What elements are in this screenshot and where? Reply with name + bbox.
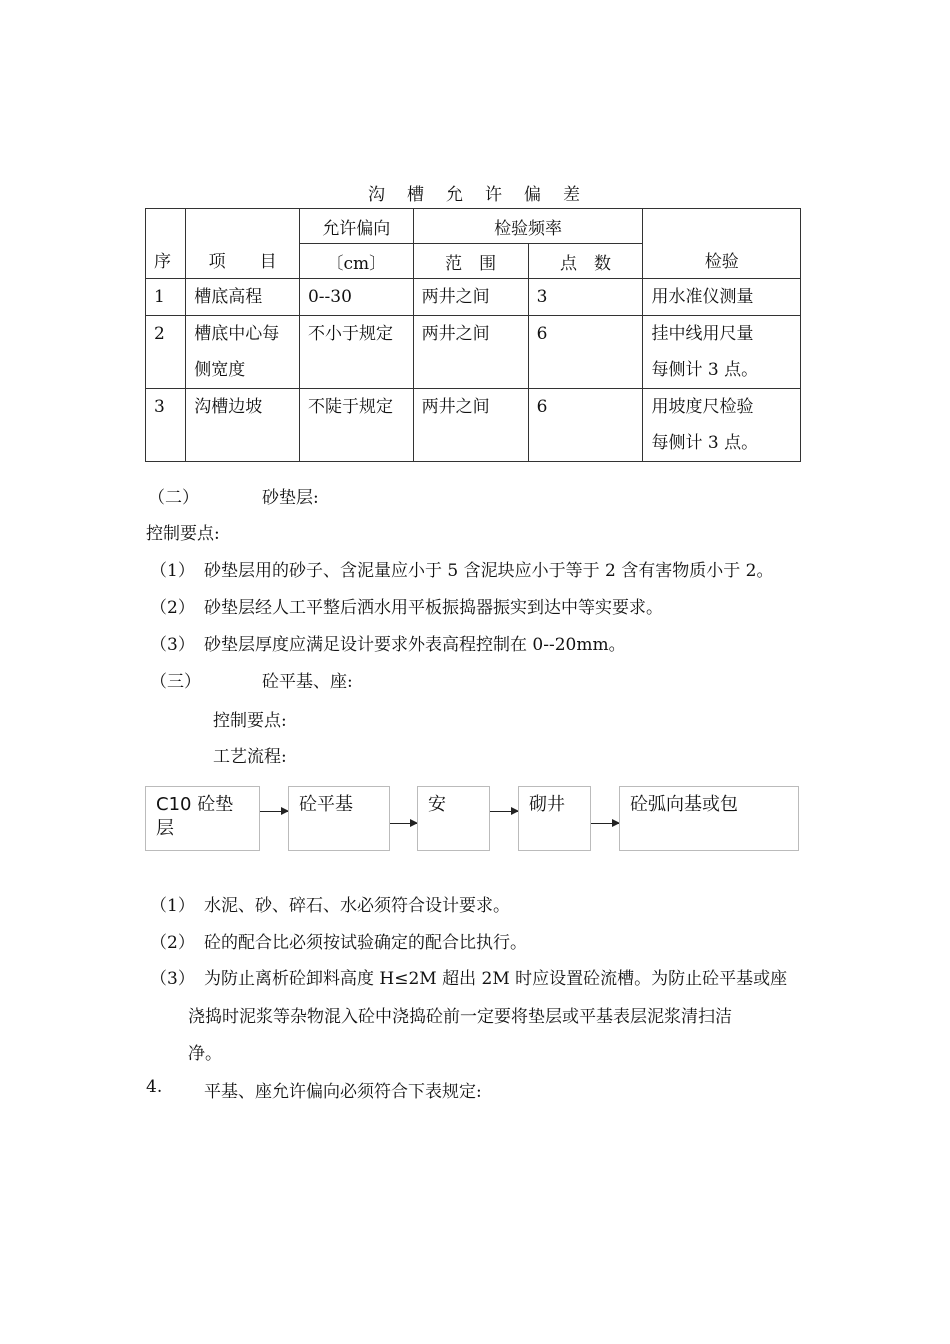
row-range: 两井之间	[421, 324, 490, 344]
section3-item-text: 为防止离析砼卸料高度 H≤2M 超出 2M 时应设置砼流槽。为防止砼平基或座	[204, 969, 788, 989]
section2-control: 控制要点:	[146, 524, 220, 544]
section4-number: 4.	[146, 1077, 163, 1097]
row-item: 槽底高程	[194, 287, 263, 307]
table-row	[146, 389, 801, 462]
section3-number: （三）	[150, 672, 201, 692]
header-points: 点 数	[528, 244, 643, 279]
flow-step-flat-base: 砼平基	[288, 786, 390, 851]
flow-step-masonry-well: 砌井	[518, 786, 591, 851]
row-range: 两井之间	[421, 287, 490, 307]
section2-item-num: （2）	[150, 598, 195, 618]
row-method: 用坡度尺检验	[651, 397, 754, 417]
flow-arrow	[390, 823, 417, 824]
flow-arrow	[490, 811, 518, 812]
section3-item-num: （1）	[150, 896, 195, 916]
header-deviation-unit: 〔cm〕	[299, 244, 413, 279]
flow-step-arc-base: 砼弧向基或包	[619, 786, 799, 851]
row-method-cont: 每侧计 3 点。	[651, 433, 759, 453]
section3-item-text-cont: 浇捣时泥浆等杂物混入砼中浇捣砼前一定要将垫层或平基表层泥浆清扫洁	[188, 1007, 732, 1027]
section2-heading: 砂垫层:	[262, 488, 319, 508]
header-frequency: 检验频率	[413, 209, 643, 244]
section2-item-num: （3）	[150, 635, 195, 655]
section3-heading: 砼平基、座:	[262, 672, 353, 692]
section3-process: 工艺流程:	[213, 747, 287, 767]
row-range: 两井之间	[421, 397, 490, 417]
section2-item-text: 砂垫层经人工平整后洒水用平板振捣器振实到达中等实要求。	[204, 598, 663, 618]
section3-item-text-cont: 净。	[188, 1044, 222, 1064]
flow-step-install: 安	[417, 786, 490, 851]
row-points: 6	[536, 324, 548, 344]
section3-item-text: 水泥、砂、碎石、水必须符合设计要求。	[204, 896, 510, 916]
section3-item-num: （3）	[150, 969, 195, 989]
table-title: 沟槽允许偏差	[368, 185, 602, 205]
section4-text: 平基、座允许偏向必须符合下表规定:	[204, 1082, 482, 1102]
header-item: 项 目	[186, 209, 300, 279]
row-deviation: 不小于规定	[307, 324, 393, 344]
row-seq: 1	[154, 287, 165, 307]
section2-item-text: 砂垫层用的砂子、含泥量应小于 5 含泥块应小于等于 2 含有害物质小于 2。	[204, 561, 774, 581]
header-deviation: 允许偏向	[299, 209, 413, 244]
row-item: 沟槽边坡	[194, 397, 263, 417]
row-deviation: 不陡于规定	[307, 397, 393, 417]
header-seq: 序	[146, 209, 186, 279]
section2-number: （二）	[148, 488, 199, 508]
row-method: 用水准仪测量	[651, 287, 754, 307]
header-method: 检验	[643, 209, 801, 279]
section2-item-text: 砂垫层厚度应满足设计要求外表高程控制在 0--20mm。	[204, 635, 626, 655]
section3-control: 控制要点:	[213, 711, 287, 731]
section3-item-num: （2）	[150, 933, 195, 953]
row-seq: 2	[154, 324, 165, 344]
row-item-cont: 侧宽度	[194, 360, 246, 380]
section3-item-text: 砼的配合比必须按试验确定的配合比执行。	[204, 933, 527, 953]
row-points: 3	[536, 287, 548, 307]
table-row	[146, 316, 801, 389]
row-method: 挂中线用尺量	[651, 324, 754, 344]
row-deviation: 0--30	[307, 287, 352, 307]
row-method-cont: 每侧计 3 点。	[651, 360, 759, 380]
row-points: 6	[536, 397, 548, 417]
table-row	[146, 279, 801, 316]
flow-arrow	[260, 811, 288, 812]
flow-step-c10-cushion: C10 砼垫层	[145, 786, 260, 851]
header-range: 范 围	[413, 244, 528, 279]
trench-deviation-table	[145, 208, 801, 462]
row-seq: 3	[154, 397, 165, 417]
row-item: 槽底中心每	[194, 324, 280, 344]
section2-item-num: （1）	[150, 561, 195, 581]
flow-arrow	[591, 823, 619, 824]
